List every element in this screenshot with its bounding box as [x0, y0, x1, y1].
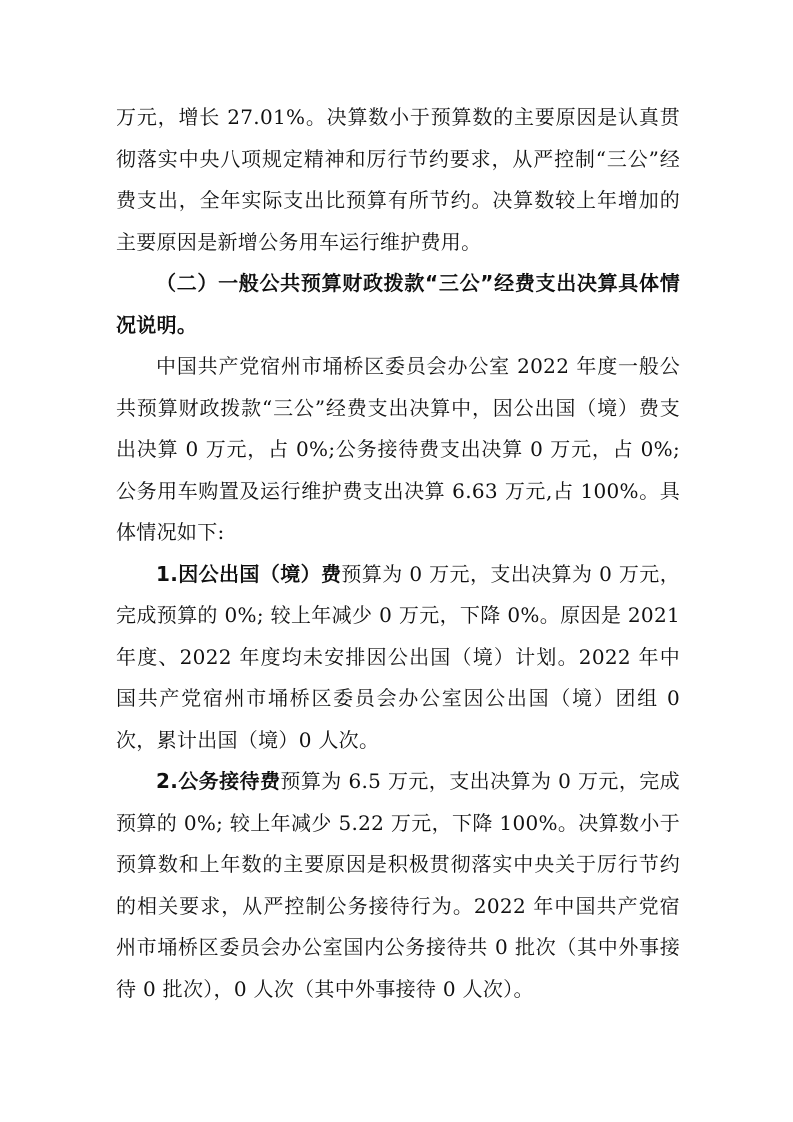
document-body [116, 97, 680, 1010]
item-overseas-travel-body: 预算为 0 万元，支出决算为 0 万元，完成预算的 0%; 较上年减少 0 万元，下降 0%。原因是 2021 年度、2022 年度均未安排因公出国（境）计划。2022 年中国共产党宿州市埇桥区委员会办公室因公出国（境）团组 0 次，累计出国（境）0 人次。 [116, 561, 680, 752]
item-reception-body: 预算为 6.5 万元，支出决算为 0 万元，完成预算的 0%; 较上年减少 5.22 万元，下降 100%。决算数小于预算数和上年数的主要原因是积极贯彻落实中央关于厉行节约的相关要求，从严控制公务接待行为。2022 年中国共产党宿州市埇桥区委员会办公室国内公务接待共 0 批次（其中外事接待 0 批次），0 人次（其中外事接待 0 人次）。 [116, 769, 680, 1001]
summary-paragraph: 中国共产党宿州市埇桥区委员会办公室 2022 年度一般公共预算财政拨款“三公”经费支出决算中，因公出国（境）费支出决算 0 万元，占 0%;公务接待费支出决算 0 万元，占 0%;公务用车购置及运行维护费支出决算 6.63 万元,占 100%。具体情况如下: [116, 354, 680, 544]
item-reception [116, 761, 680, 1010]
item-overseas-travel [116, 554, 680, 762]
continuation-paragraph: 万元，增长 27.01%。决算数小于预算数的主要原因是认真贯彻落实中央八项规定精神和厉行节约要求，从严控制“三公”经费支出，全年实际支出比预算有所节约。决算数较上年增加的主要原因是新增公务用车运行维护费用。 [116, 105, 680, 254]
item-overseas-travel-title: 1.因公出国（境）费 [156, 561, 342, 586]
item-reception-title: 2.公务接待费 [156, 769, 281, 793]
section-heading: （二）一般公共预算财政拨款“三公”经费支出决算具体情况说明。 [116, 271, 680, 337]
